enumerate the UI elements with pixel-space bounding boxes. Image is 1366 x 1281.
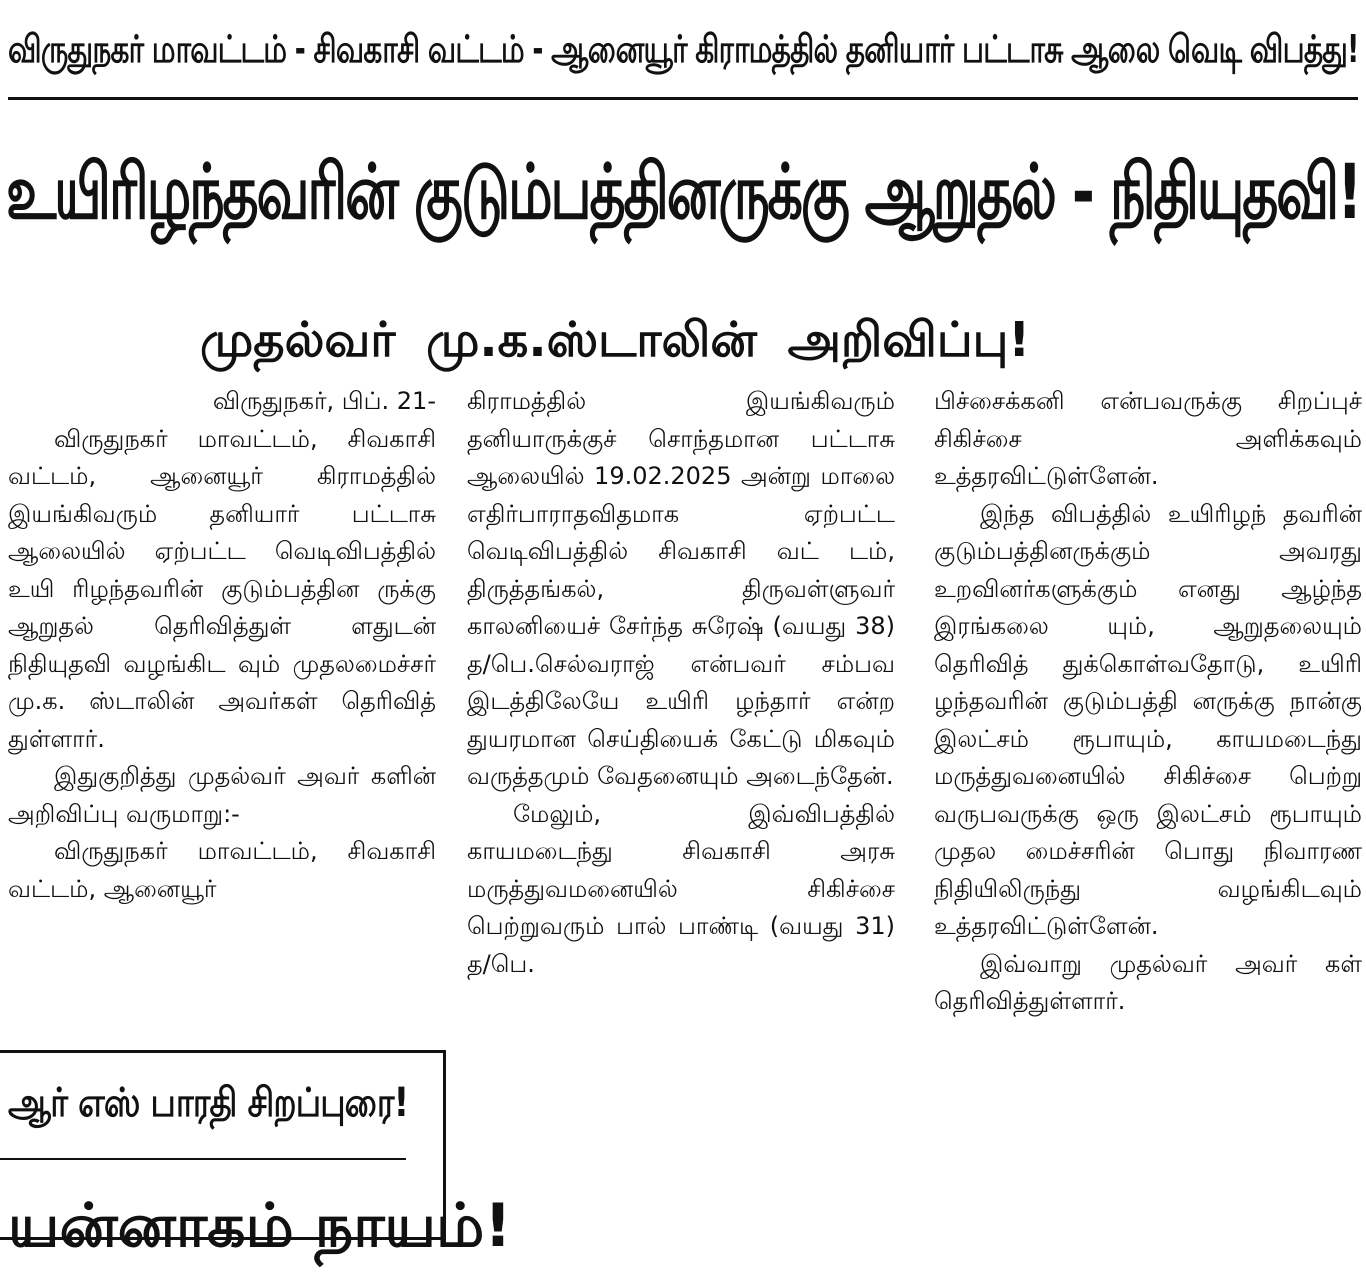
kicker-headline: விருதுநகர் மாவட்டம் - சிவகாசி வட்டம் - ஆனையூர் கிராமத்தில் தனியார் பட்டாசு ஆலை வெடி விபத்து! <box>8 27 1359 71</box>
sidebar-box-next-headline: யன்னாகம் நாயம்! <box>8 1191 512 1261</box>
article-paragraph: இதுகுறித்து முதல்வர் அவர் களின் அறிவிப்பு வருமாறு:- <box>8 762 436 828</box>
sidebar-news-box <box>0 1050 512 1261</box>
article-column-2 <box>467 383 895 983</box>
article-column-1 <box>8 383 436 908</box>
article-paragraph: விருதுநகர் மாவட்டம், சிவகாசி வட்டம், ஆனையூர் கிராமத்தில் இயங்கிவரும் தனியார் பட்டாசு ஆலையில் ஏற்பட்ட வெடிவிபத்தில் உயி ரிழந்தவரின் குடும்பத்தின ருக்கு ஆறுதல் தெரிவித்துள் ளதுடன் நிதியுதவி வழங்கிட வும் முதலமைச்சர் மு.க. ஸ்டாலின் அவர்கள் தெரிவித் துள்ளார். <box>8 424 436 753</box>
sub-headline: முதல்வர் மு.க.ஸ்டாலின் அறிவிப்பு! <box>200 312 1031 368</box>
article-paragraph: இந்த விபத்தில் உயிரிழந் தவரின் குடும்பத்தினருக்கும் அவரது உறவினர்களுக்கும் எனது ஆழ்ந்த இரங்கலை யும், ஆறுதலையும் தெரிவித் துக்கொள்வதோடு, உயிரி ழந்தவரின் குடும்பத்தி னருக்கு நான்கு இலட்சம் ரூபாயும், காயமடைந்து மருத்துவனையில் சிகிச்சை பெற்று வருபவருக்கு ஒரு இலட்சம் ரூபாயும் முதல மைச்சரின் பொது நிவாரண நிதியிலிருந்து வழங்கிடவும் உத்தரவிட்டுள்ளேன். <box>934 499 1362 940</box>
main-headline: உயிரிழந்தவரின் குடும்பத்தினருக்கு ஆறுதல் - நிதியுதவி! <box>6 147 1361 236</box>
article-paragraph: பிச்சைக்கனி என்பவருக்கு சிறப்புச் சிகிச்சை அளிக்கவும் உத்தரவிட்டுள்ளேன். <box>934 387 1362 490</box>
sidebar-box-title: ஆர் எஸ் பாரதி சிறப்புரை! <box>8 1080 409 1126</box>
article-column-3 <box>934 383 1362 1021</box>
article-paragraph: விருதுநகர் மாவட்டம், சிவகாசி வட்டம், ஆனையூர் <box>8 837 436 903</box>
headline-rule <box>8 97 1358 100</box>
article-paragraph: இவ்வாறு முதல்வர் அவர் கள் தெரிவித்துள்ளார். <box>934 949 1362 1015</box>
dateline: விருதுநகர், பிப். 21- <box>212 387 436 415</box>
article-paragraph: கிராமத்தில் இயங்கிவரும் தனியாருக்குச் சொந்தமான பட்டாசு ஆலையில் 19.02.2025 அன்று மாலை எதிர்பாராதவிதமாக ஏற்பட்ட வெடிவிபத்தில் சிவகாசி வட் டம், திருத்தங்கல், திருவள்ளுவர் காலனியைச் சேர்ந்த சுரேஷ் (வயது 38) த/பெ.செல்வராஜ் என்பவர் சம்பவ இடத்திலேயே உயிரி ழந்தார் என்ற துயரமான செய்தியைக் கேட்டு மிகவும் வருத்தமும் வேதனையும் அடைந்தேன். <box>467 387 895 790</box>
sidebar-box-rule <box>0 1158 406 1160</box>
article-paragraph: மேலும், இவ்விபத்தில் காயமடைந்து சிவகாசி அரசு மருத்துவமனையில் சிகிச்சை பெற்றுவரும் பால் பாண்டி (வயது 31) த/பெ. <box>467 799 895 978</box>
